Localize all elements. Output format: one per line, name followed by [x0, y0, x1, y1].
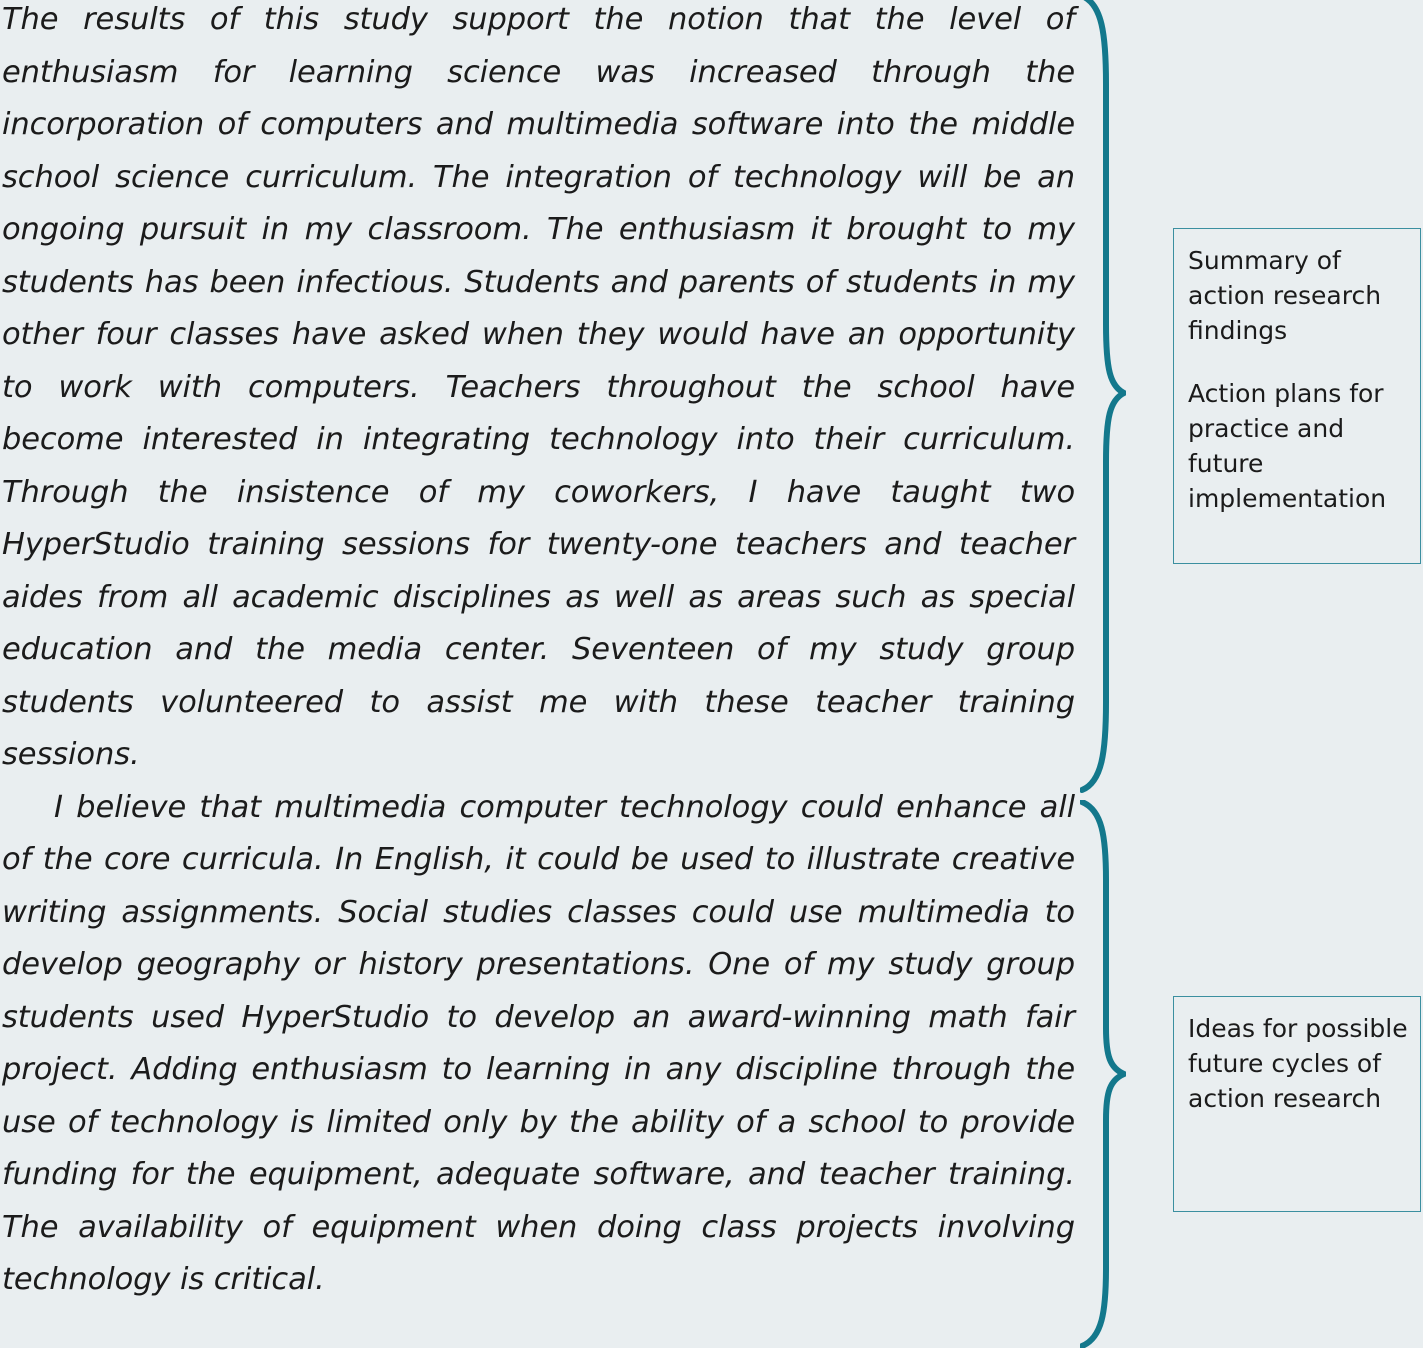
curly-brace-icon-top [1080, 0, 1126, 794]
body-paragraph-1: The results of this study support the notion that the level of enthusiasm for learning science was increased through the incorporation of computers and multimedia software into the middle school science curriculum. The integration of technology will be an ongoing pursuit in my classroom. The enthusiasm it brought to my students has been infectious. Students and parents of students in my other four classes have asked when they would have an opportunity to work with computers. Teachers throughout the school have become interested in integrating technology into their curriculum. Through the insistence of my coworkers, I have taught two HyperStudio training sessions for twenty-one teachers and teacher aides from all academic disciplines as well as areas such as special education and the media center. Seventeen of my study group students volunteered to assist me with these teacher training sessions. [2, 2, 1075, 772]
annotation-text-summary-findings: Summary of action research findings [1188, 246, 1382, 345]
annotation-box-summary [1173, 228, 1421, 564]
curly-brace-icon-bottom [1080, 800, 1126, 1348]
annotation-text-future-cycles: Ideas for possible future cycles of action research [1188, 1014, 1408, 1113]
annotation-box-future-cycles [1173, 996, 1421, 1212]
body-paragraph-2: I believe that multimedia computer technology could enhance all of the core curricula. In English, it could be used to illustrate creative writing assignments. Social studies classes could use multimedia to develop geography or history presentations. One of my study group students used HyperStudio to develop an award-winning math fair project. Adding enthusiasm to learning in any discipline through the use of technology is limited only by the ability of a school to provide funding for the equipment, adequate software, and teacher training. The availability of equipment when doing class projects involving technology is critical. [2, 789, 1075, 1297]
annotation-text-action-plans: Action plans for practice and future implementation [1188, 379, 1387, 513]
